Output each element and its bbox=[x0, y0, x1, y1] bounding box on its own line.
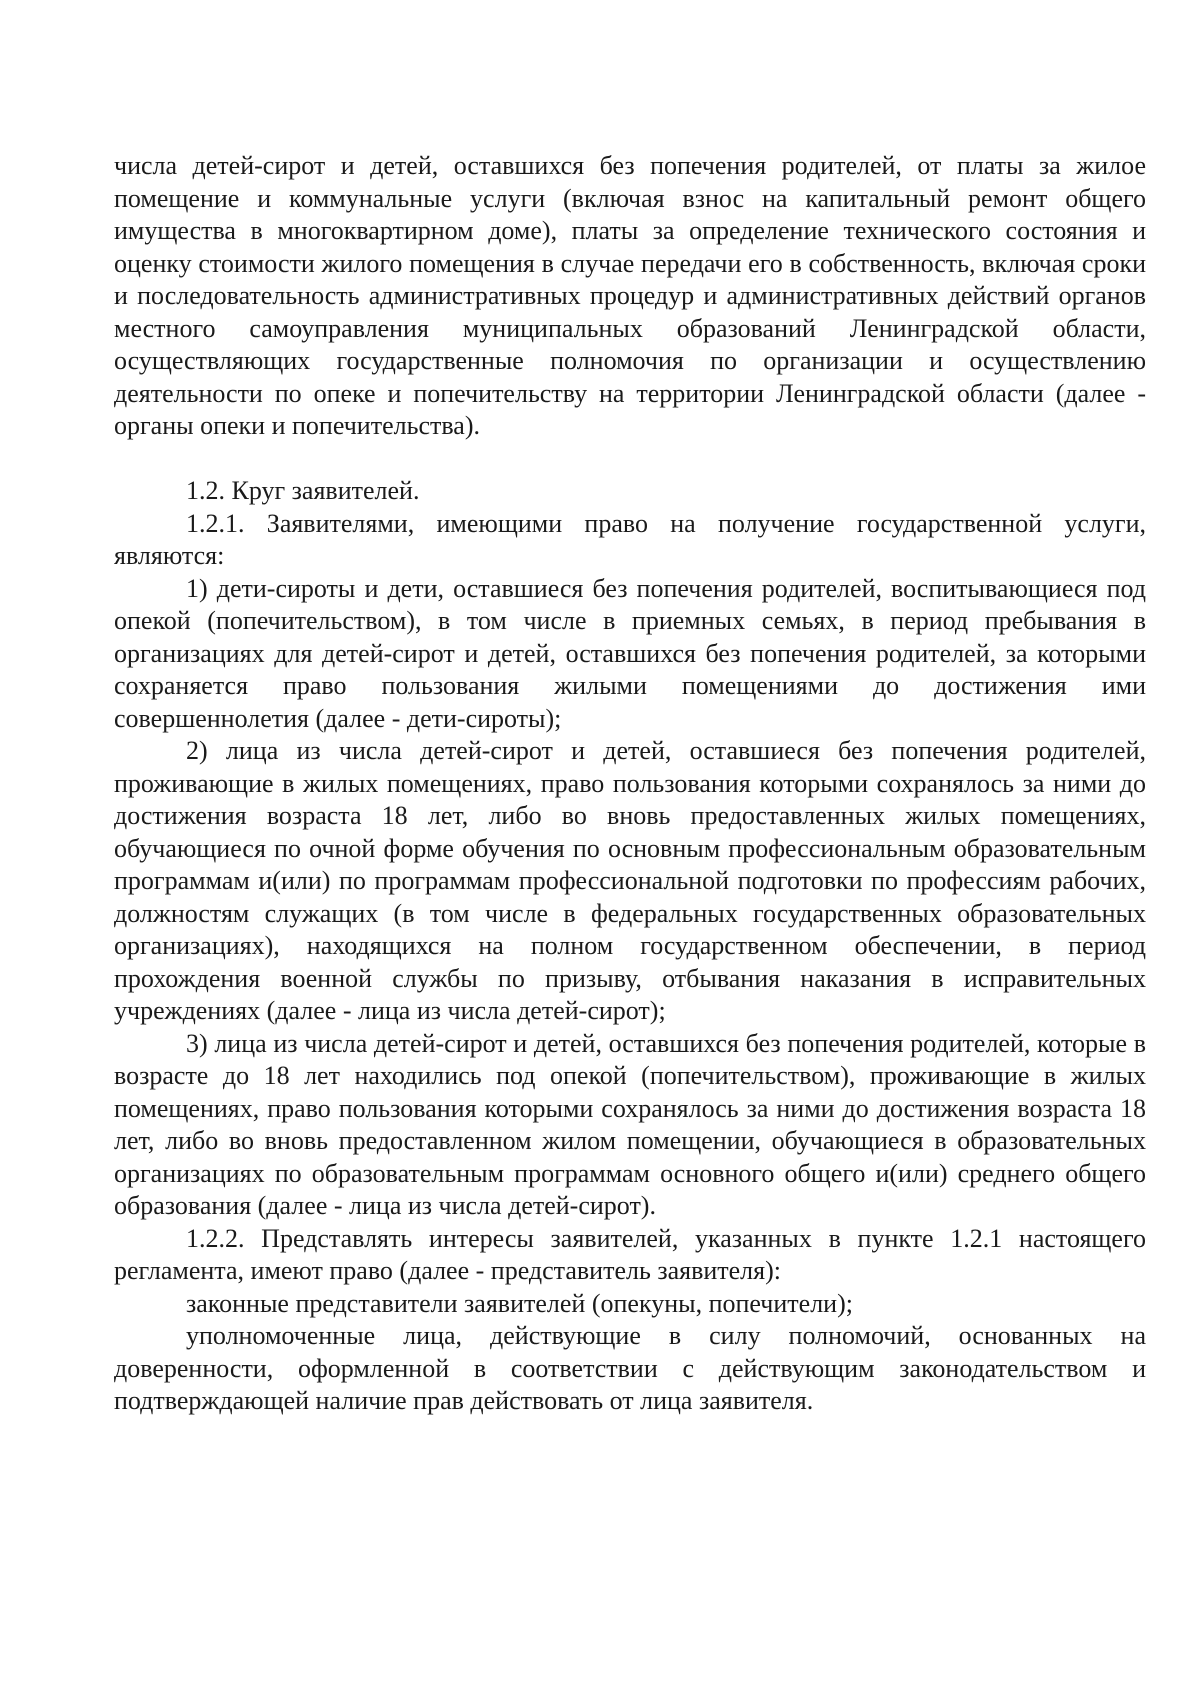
document-page bbox=[114, 150, 1146, 1418]
subsection-1-2-2: 1.2.2. Представлять интересы заявителей, указанных в пункте 1.2.1 настоящего регламента, имеют право (далее - представитель заявителя): bbox=[114, 1223, 1146, 1285]
subsection-1-2-1: 1.2.1. Заявителями, имеющими право на получение государственной услуги, являются: bbox=[114, 508, 1146, 570]
representative-item-2: уполномоченные лица, действующие в силу полномочий, основанных на доверенности, оформленной в соответствии с действующим законодательством и подтверждающей наличие прав действовать от лица заявителя. bbox=[114, 1321, 1146, 1415]
intro-paragraph: числа детей-сирот и детей, оставшихся без попечения родителей, от платы за жилое помещение и коммунальные услуги (включая взнос на капитальный ремонт общего имущества в многоквартирном доме), платы за определение технического состояния и оценку стоимости жилого помещения в случае передачи его в собственность, включая сроки и последовательность административных процедур и административных действий органов местного самоуправления муниципальных образований Ленинградской области, осуществляющих государственные полномочия по организации и осуществлению деятельности по опеке и попечительству на территории Ленинградской области (далее - органы опеки и попечительства). bbox=[114, 151, 1146, 440]
list-item-1: 1) дети-сироты и дети, оставшиеся без попечения родителей, воспитывающиеся под опекой (попечительством), в том числе в приемных семьях, в период пребывания в организациях для детей-сирот и детей, оставшихся без попечения родителей, за которыми сохраняется право пользования жилыми помещениями до достижения ими совершеннолетия (далее - дети-сироты); bbox=[114, 573, 1146, 733]
list-item-3: 3) лица из числа детей-сирот и детей, оставшихся без попечения родителей, которые в возрасте до 18 лет находились под опекой (попечительством), проживающие в жилых помещениях, право пользования которыми сохранялось за ними до достижения возраста 18 лет, либо во вновь предоставленном жилом помещении, обучающиеся в образовательных организациях по образовательным программам основного общего и(или) среднего общего образования (далее - лица из числа детей-сирот). bbox=[114, 1028, 1146, 1220]
representative-item-1: законные представители заявителей (опекуны, попечители); bbox=[186, 1288, 853, 1318]
list-item-2: 2) лица из числа детей-сирот и детей, оставшиеся без попечения родителей, проживающие в жилых помещениях, право пользования которыми сохранялось за ними до достижения возраста 18 лет, либо во вновь предоставленных жилых помещениях, обучающиеся по очной форме обучения по основным профессиональным образовательным программам и(или) по программам профессиональной подготовки по профессиям рабочих, должностям служащих (в том числе в федеральных государственных образовательных организациях), находящихся на полном государственном обеспечении, в период прохождения военной службы по призыву, отбывания наказания в исправительных учреждениях (далее - лица из числа детей-сирот); bbox=[114, 736, 1146, 1025]
section-heading: 1.2. Круг заявителей. bbox=[186, 476, 420, 505]
